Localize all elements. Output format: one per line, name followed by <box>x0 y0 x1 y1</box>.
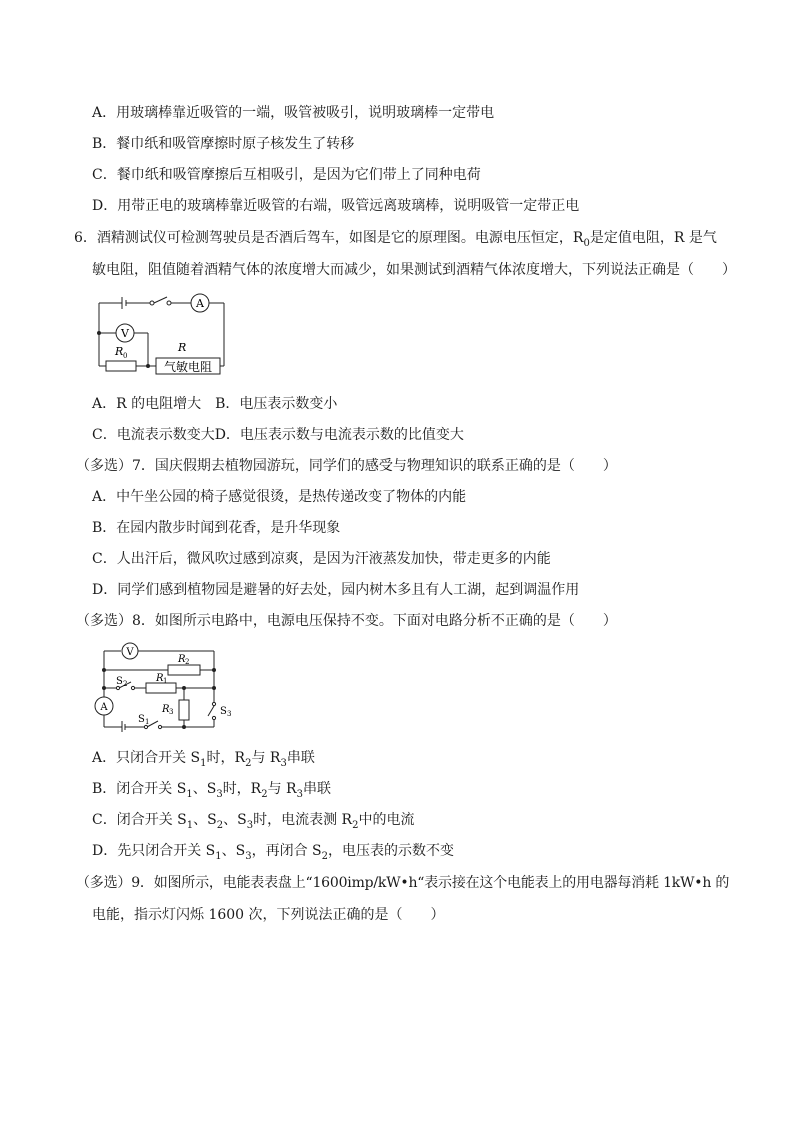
q8d-sub: 3 <box>245 850 252 862</box>
q9-stem-line2: 电能，指示灯闪烁 1600 次，下列说法正确的是（ ） <box>92 907 445 923</box>
q8b-text: 、S <box>192 781 217 797</box>
q5-option-a: A．用玻璃棒靠近吸管的一端，吸管被吸引，说明玻璃棒一定带电 <box>92 105 495 121</box>
q8-ammeter-label: A <box>100 702 108 713</box>
q6-stem-line1 <box>74 229 717 253</box>
q8-s3-label: S <box>220 706 227 717</box>
q8-voltmeter-label: V <box>126 647 134 658</box>
q8-s1-label: S <box>138 714 145 725</box>
q8b-text: 与 R <box>267 781 297 797</box>
q8a-sub: 2 <box>245 757 252 769</box>
q8-circuit-diagram <box>94 640 239 732</box>
q8c-text: 、S <box>193 812 217 828</box>
q8-r1-subscript: 1 <box>163 677 168 685</box>
q7-stem: （多选）7．国庆假期去植物园游玩，同学们的感受与物理知识的联系正确的是（ ） <box>76 458 617 474</box>
q8a-text: 串联 <box>286 750 315 766</box>
q8b-sub: 3 <box>216 788 223 800</box>
q6-voltmeter-label: V <box>121 327 129 340</box>
q8-r1-label: R <box>156 673 164 684</box>
q8-stem: （多选）8．如图所示电路中，电源电压保持不变。下面对电路分析不正确的是（ ） <box>76 613 617 629</box>
q6-r0-label: R <box>115 345 124 358</box>
q7-option-c: C．人出汗后，微风吹过感到凉爽，是因为汗液蒸发加快，带走更多的内能 <box>92 551 551 567</box>
q8b-sub: 3 <box>296 788 303 800</box>
q8b-sub: 1 <box>186 788 193 800</box>
q8c-text: 中的电流 <box>358 812 415 828</box>
q8b-text: 串联 <box>302 781 331 797</box>
q6-stem-line2: 敏电阻，阻值随着酒精气体的浓度增大而减少，如果测试到酒精气体浓度增大，下列说法正确是（ ） <box>92 262 736 278</box>
q8-r3-label: R <box>162 704 170 715</box>
q8-option-b <box>92 780 331 804</box>
q5-option-b: B．餐巾纸和吸管摩擦时原子核发生了转移 <box>92 136 355 152</box>
q8c-sub: 3 <box>246 819 254 831</box>
q8d-text: 、S <box>221 843 246 859</box>
q8-option-a <box>92 749 315 773</box>
q5-option-d: D．用带正电的玻璃棒靠近吸管的右端，吸管远离玻璃棒，说明吸管一定带正电 <box>92 198 580 214</box>
q6-ammeter-label: A <box>196 297 204 310</box>
q8d-sub: 2 <box>321 850 329 862</box>
q8b-sub: 2 <box>261 788 268 800</box>
q8-s3-subscript: 3 <box>227 710 232 718</box>
q8b-text: B．闭合开关 S <box>92 781 187 797</box>
q8c-text: 、S <box>223 812 247 828</box>
q8c-text: C．闭合开关 S <box>92 812 187 828</box>
q8d-text: ，电压表的示数不变 <box>328 843 455 859</box>
q8a-text: 与 R <box>251 750 281 766</box>
q8c-sub: 1 <box>186 819 194 831</box>
q6-options-ab: A．R 的电阻增大 B．电压表示数变小 <box>92 396 338 412</box>
q6-options-cd: C．电流表示数变大D．电压表示数与电流表示数的比值变大 <box>92 427 464 443</box>
q8-option-c <box>92 811 414 835</box>
q9-stem-line1: （多选）9．如图所示，电能表表盘上“1600imp/kW•h“表示接在这个电能表上的用电器每消耗 1kW•h 的 <box>76 875 730 891</box>
q8a-text: 时，R <box>206 750 246 766</box>
q6-stem-text-a: 6．酒精测试仪可检测驾驶员是否酒后驾车，如图是它的原理图。电源电压恒定，R <box>74 230 584 246</box>
q7-option-a: A．中午坐公园的椅子感觉很烫，是热传递改变了物体的内能 <box>92 489 467 505</box>
q8d-text: D．先只闭合开关 S <box>92 843 216 859</box>
q8d-sub: 1 <box>215 850 222 862</box>
q8-s1-subscript: 1 <box>145 718 150 726</box>
q8c-sub: 2 <box>352 819 359 831</box>
q6-stem-text-b: 是定值电阻，R 是气 <box>589 230 717 246</box>
q8b-text: 时，R <box>222 781 262 797</box>
q8a-sub: 3 <box>280 757 287 769</box>
q8-r2-subscript: 2 <box>185 658 190 666</box>
q8-option-d <box>92 842 454 866</box>
q8-s2-label: S <box>116 676 123 687</box>
q8c-sub: 2 <box>216 819 224 831</box>
q6-circuit-diagram <box>92 287 232 379</box>
q6-sensor-label: 气敏电阻 <box>163 360 213 374</box>
q5-option-c: C．餐巾纸和吸管摩擦后互相吸引，是因为它们带上了同种电荷 <box>92 167 481 183</box>
q8a-text: A．只闭合开关 S <box>92 750 201 766</box>
q8-r2-label: R <box>178 654 186 665</box>
q6-r-label: R <box>178 341 187 354</box>
q8a-sub: 1 <box>200 757 207 769</box>
q8-r3-subscript: 3 <box>169 708 174 716</box>
q6-r0-subscript: 0 <box>123 352 128 360</box>
q7-option-d: D．同学们感到植物园是避暑的好去处，园内树木多且有人工湖，起到调温作用 <box>92 582 580 598</box>
q8d-text: ，再闭合 S <box>251 843 322 859</box>
q8-s2-subscript: 2 <box>123 680 128 688</box>
q7-option-b: B．在园内散步时闻到花香，是升华现象 <box>92 520 341 536</box>
q8c-text: 时，电流表测 R <box>253 812 353 828</box>
q6-stem-subscript: 0 <box>583 237 590 249</box>
